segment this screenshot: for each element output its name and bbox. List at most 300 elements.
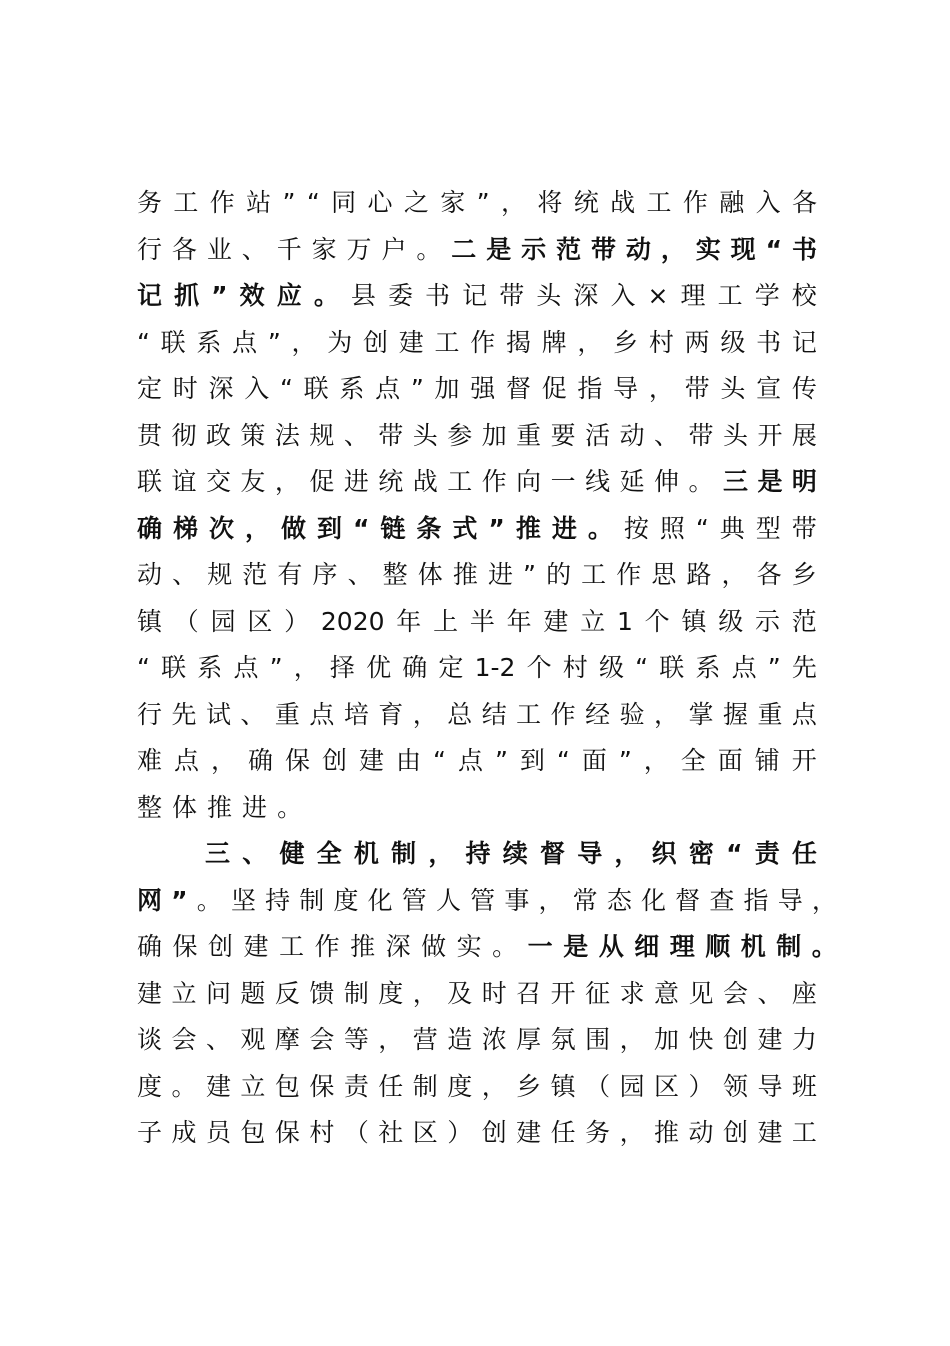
body-text: 重: [516, 421, 542, 450]
body-text: 时: [172, 374, 198, 403]
body-text: ，: [811, 886, 837, 915]
body-text: 会: [171, 1025, 197, 1054]
body-text: 将: [537, 188, 563, 217]
body-text: 推: [350, 932, 376, 961]
body-text: 重: [757, 700, 783, 729]
body-text: 实: [456, 932, 482, 961]
body-text: 区: [654, 1072, 680, 1101]
body-text: 子: [137, 1118, 163, 1147]
body-text: 传: [791, 374, 817, 403]
body-text: 度: [447, 1072, 473, 1101]
body-text: 成: [171, 1118, 197, 1147]
body-text: 重: [274, 700, 300, 729]
body-text: 包: [274, 1072, 300, 1101]
body-text: 试: [205, 700, 231, 729]
body-text: 书: [756, 328, 782, 357]
body-text: （: [173, 607, 199, 636]
body-text: 做: [421, 932, 447, 961]
body-text: 到: [519, 746, 545, 775]
body-text: 度: [333, 886, 359, 915]
body-text: 社: [378, 1118, 404, 1147]
text-line: [137, 648, 817, 688]
bold-text: “: [353, 514, 370, 543]
body-text: 乡: [516, 1072, 542, 1101]
bold-text: 督: [539, 839, 565, 868]
body-text: 建: [205, 1072, 231, 1101]
bold-text: 是: [486, 235, 512, 264]
body-text: 包: [240, 1118, 266, 1147]
body-text: 度: [137, 1072, 163, 1101]
body-text: 村: [562, 653, 588, 682]
body-text: “: [556, 746, 570, 775]
body-text: 线: [585, 467, 611, 496]
bold-text: 梯: [173, 514, 199, 543]
body-text: 之: [403, 188, 429, 217]
body-text: 作: [209, 188, 235, 217]
body-text: 、: [343, 421, 369, 450]
body-text: 事: [504, 886, 530, 915]
body-text: 政: [205, 421, 231, 450]
body-text: 规: [309, 421, 335, 450]
bold-text: ，: [428, 839, 454, 868]
body-text: 整: [137, 793, 173, 822]
body-text: ”: [523, 560, 536, 589]
body-text: 创: [363, 328, 389, 357]
body-text: ”: [282, 188, 296, 217]
text-line: [137, 183, 817, 223]
bold-text: 记: [137, 281, 163, 310]
text-line: [137, 602, 817, 642]
bold-text: 理: [669, 932, 695, 961]
bold-text: 范: [556, 235, 582, 264]
body-text: 保: [172, 932, 198, 961]
body-text: ，: [378, 1025, 404, 1054]
body-text: 书: [425, 281, 451, 310]
bold-text: 次: [209, 514, 235, 543]
body-text: 推: [207, 793, 243, 822]
body-text: 建: [757, 1025, 783, 1054]
body-text: 摩: [274, 1025, 300, 1054]
body-text: 先: [171, 700, 197, 729]
bold-text: ”: [211, 281, 228, 310]
body-text: 掌: [688, 700, 714, 729]
body-text: 系: [695, 653, 721, 682]
body-text: 作: [682, 188, 708, 217]
text-line: [137, 323, 817, 363]
body-text: 持: [265, 886, 291, 915]
bold-text: 式: [452, 514, 478, 543]
body-text: 带: [791, 514, 817, 543]
body-text: 制: [412, 1072, 438, 1101]
body-text: 系: [197, 653, 223, 682]
bold-text: 书: [791, 235, 817, 264]
body-text: 彻: [171, 421, 197, 450]
body-text: 整: [382, 560, 408, 589]
body-text: 开: [550, 979, 576, 1008]
body-text: 创: [208, 932, 234, 961]
body-text: 深: [208, 374, 234, 403]
body-text: 面: [717, 746, 743, 775]
bold-text: ”: [171, 886, 188, 915]
body-text: 任: [378, 1072, 404, 1101]
body-text: 铺: [754, 746, 780, 775]
bold-text: 导: [577, 839, 603, 868]
body-text: “: [306, 188, 320, 217]
bold-text: 确: [137, 514, 163, 543]
bold-text: 责: [754, 839, 780, 868]
bold-text: 网: [137, 886, 163, 915]
body-text: 。: [171, 1072, 197, 1101]
bold-text: 实: [695, 235, 721, 264]
body-text: 班: [791, 1072, 817, 1101]
text-line: [137, 741, 817, 781]
body-text: 2020: [320, 607, 385, 636]
body-text: 上: [433, 607, 459, 636]
body-text: ，: [619, 1118, 645, 1147]
body-text: 进: [487, 560, 513, 589]
body-text: 工: [516, 700, 542, 729]
body-text: ，: [654, 700, 680, 729]
body-text: 战: [412, 467, 438, 496]
body-text: 个: [526, 653, 552, 682]
body-text: 点: [232, 328, 258, 357]
bold-text: 。: [313, 281, 339, 310]
body-text: 态: [606, 886, 632, 915]
body-text: 友: [240, 467, 266, 496]
body-text: 观: [240, 1025, 266, 1054]
body-text: 按: [623, 514, 649, 543]
body-text: 先: [791, 653, 817, 682]
bold-text: 三: [722, 467, 748, 496]
body-text: 导: [613, 374, 639, 403]
body-text: 度: [378, 979, 404, 1008]
body-text: 区: [412, 1118, 438, 1147]
body-text: 入: [755, 188, 781, 217]
body-text: 。: [416, 235, 442, 264]
body-text: 加: [481, 421, 507, 450]
body-text: 确: [137, 932, 163, 961]
body-text: 同: [331, 188, 357, 217]
body-text: ”: [269, 653, 283, 682]
body-text: 时: [481, 979, 507, 1008]
body-text: 战: [610, 188, 636, 217]
body-text: ”: [410, 374, 424, 403]
body-text: 镇: [137, 607, 163, 636]
body-text: 思: [651, 560, 677, 589]
body-text: 联: [137, 467, 163, 496]
body-text: ，: [412, 979, 438, 1008]
body-text: 策: [240, 421, 266, 450]
bold-text: 健: [279, 839, 305, 868]
body-text: 开: [791, 746, 817, 775]
bold-text: 是: [757, 467, 783, 496]
body-text: 征: [585, 979, 611, 1008]
body-text: 作: [616, 560, 642, 589]
body-text: 系: [196, 328, 222, 357]
body-text: 导: [777, 886, 803, 915]
body-text: 统: [573, 188, 599, 217]
body-text: 千: [276, 235, 302, 264]
body-text: 县: [350, 281, 376, 310]
text-line: [137, 1113, 817, 1153]
body-text: 村: [648, 328, 674, 357]
bold-text: 条: [416, 514, 442, 543]
body-text: 面: [581, 746, 607, 775]
body-text: 难: [137, 746, 163, 775]
body-text: 及: [447, 979, 473, 1008]
body-text: 加: [654, 1025, 680, 1054]
bold-text: 示: [521, 235, 547, 264]
body-text: 深: [385, 932, 411, 961]
body-text: 园: [210, 607, 236, 636]
body-text: 开: [757, 421, 783, 450]
text-line: [205, 834, 817, 874]
body-text: ）: [688, 1072, 714, 1101]
bold-text: 做: [281, 514, 307, 543]
body-text: 带: [684, 374, 710, 403]
bold-text: 推: [515, 514, 541, 543]
body-text: 工: [279, 932, 305, 961]
body-text: 、: [241, 235, 267, 264]
body-text: 加: [434, 374, 460, 403]
body-text: 促: [309, 467, 335, 496]
body-text: 点: [457, 746, 483, 775]
body-text: 乡: [791, 560, 817, 589]
body-text: （: [585, 1072, 611, 1101]
body-text: 头: [720, 374, 746, 403]
bold-text: 是: [563, 932, 589, 961]
bold-text: 。: [811, 932, 837, 961]
body-text: ）: [284, 607, 310, 636]
body-text: ，: [648, 374, 674, 403]
body-text: 联: [160, 328, 186, 357]
body-text: 。: [688, 467, 714, 496]
body-text: 学: [754, 281, 780, 310]
body-text: ，: [721, 560, 747, 589]
body-text: 要: [550, 421, 576, 450]
body-text: 、: [240, 700, 266, 729]
body-text: 点: [375, 374, 401, 403]
body-text: 浓: [481, 1025, 507, 1054]
body-text: 建: [137, 979, 163, 1008]
body-text: ，: [538, 886, 564, 915]
bold-text: ”: [488, 514, 505, 543]
body-text: 保: [309, 1072, 335, 1101]
body-text: 育: [378, 700, 404, 729]
body-text: ”: [494, 746, 508, 775]
body-text: 定: [438, 653, 464, 682]
body-text: 站: [246, 188, 272, 217]
body-text: 管: [470, 886, 496, 915]
body-text: 作: [314, 932, 340, 961]
body-text: 作: [550, 700, 576, 729]
body-text: 个: [644, 607, 670, 636]
bold-text: 链: [380, 514, 406, 543]
body-text: 序: [312, 560, 338, 589]
body-text: 点: [791, 700, 817, 729]
body-text: 活: [585, 421, 611, 450]
body-text: ，: [619, 1025, 645, 1054]
bold-text: 进: [551, 514, 577, 543]
body-text: “: [137, 653, 150, 682]
text-line: [137, 695, 817, 735]
bold-text: “: [726, 839, 743, 868]
text-line: [137, 230, 817, 270]
body-text: 带: [378, 421, 404, 450]
body-text: 工: [447, 467, 473, 496]
body-text: 进: [343, 467, 369, 496]
bold-text: 顺: [705, 932, 731, 961]
body-text: 。: [492, 932, 518, 961]
body-text: 管: [401, 886, 427, 915]
bold-text: 织: [651, 839, 677, 868]
body-text: 向: [516, 467, 542, 496]
bold-text: 制: [391, 839, 417, 868]
text-line: [137, 974, 817, 1014]
body-text: ，: [412, 700, 438, 729]
body-text: 户: [381, 235, 407, 264]
bold-text: 明: [791, 467, 817, 496]
body-text: 定: [137, 374, 163, 403]
body-text: 指: [577, 374, 603, 403]
body-text: 头: [722, 421, 748, 450]
body-text: 优: [366, 653, 392, 682]
body-text: ，: [500, 188, 526, 217]
body-text: 牌: [541, 328, 567, 357]
body-text: 督: [675, 886, 701, 915]
body-text: 年: [396, 607, 422, 636]
body-text: 头: [412, 421, 438, 450]
body-text: 务: [137, 188, 163, 217]
body-text: 带: [688, 421, 714, 450]
body-text: ×: [647, 281, 669, 310]
body-text: 确: [248, 746, 274, 775]
body-text: 会: [722, 979, 748, 1008]
body-text: 级: [720, 328, 746, 357]
body-text: 行: [137, 235, 163, 264]
body-text: 统: [378, 467, 404, 496]
body-text: 点: [731, 653, 757, 682]
body-text: 头: [536, 281, 562, 310]
body-text: 制: [299, 886, 325, 915]
body-text: 级: [718, 607, 744, 636]
body-text: 年: [506, 607, 532, 636]
body-text: 建: [243, 932, 269, 961]
body-text: 经: [585, 700, 611, 729]
body-text: 常: [572, 886, 598, 915]
body-text: 展: [791, 421, 817, 450]
bold-text: “: [765, 235, 783, 264]
body-text: 、: [757, 979, 783, 1008]
body-text: 融: [719, 188, 745, 217]
body-text: 记: [791, 328, 817, 357]
body-text: 建: [359, 746, 385, 775]
body-text: 体: [172, 793, 208, 822]
body-text: 工: [717, 281, 743, 310]
body-text: 确: [402, 653, 428, 682]
body-text: 、: [654, 421, 680, 450]
bold-text: 任: [791, 839, 817, 868]
body-text: 动: [619, 421, 645, 450]
body-text: 万: [346, 235, 372, 264]
body-text: 由: [396, 746, 422, 775]
body-text: 领: [722, 1072, 748, 1101]
body-text: 意: [654, 979, 680, 1008]
body-text: 造: [447, 1025, 473, 1054]
text-line: [137, 509, 817, 549]
body-text: 行: [137, 700, 163, 729]
body-text: 1-2: [474, 653, 516, 682]
body-text: 择: [329, 653, 355, 682]
body-text: ，: [481, 1072, 507, 1101]
body-text: 、: [347, 560, 373, 589]
body-text: 等: [343, 1025, 369, 1054]
body-text: 立: [580, 607, 606, 636]
body-text: ，: [577, 328, 603, 357]
body-text: 工: [791, 1118, 817, 1147]
body-text: 范: [242, 560, 268, 589]
body-text: 创: [481, 1118, 507, 1147]
body-text: 1: [616, 607, 633, 636]
body-text: 围: [585, 1025, 611, 1054]
bold-text: 制: [776, 932, 802, 961]
body-text: 动: [688, 1118, 714, 1147]
bold-text: ，: [660, 235, 686, 264]
bold-text: 一: [527, 932, 553, 961]
body-text: 营: [412, 1025, 438, 1054]
body-text: 规: [207, 560, 233, 589]
body-text: 总: [447, 700, 473, 729]
bold-text: 应: [276, 281, 302, 310]
body-text: 点: [309, 700, 335, 729]
body-text: “: [433, 746, 446, 775]
body-text: 宣: [756, 374, 782, 403]
body-text: 半: [469, 607, 495, 636]
body-text: 路: [686, 560, 712, 589]
body-text: 指: [743, 886, 769, 915]
bold-text: 续: [502, 839, 528, 868]
body-text: 座: [791, 979, 817, 1008]
bold-text: 效: [239, 281, 265, 310]
body-text: 典: [719, 514, 745, 543]
bold-text: 从: [598, 932, 624, 961]
body-text: 示: [755, 607, 781, 636]
body-text: 坚: [230, 886, 256, 915]
body-text: 体: [417, 560, 443, 589]
body-text: 深: [573, 281, 599, 310]
bold-text: 机: [740, 932, 766, 961]
body-text: 责: [343, 1072, 369, 1101]
body-text: 问: [205, 979, 231, 1008]
body-text: 建: [543, 607, 569, 636]
body-text: 点: [174, 746, 200, 775]
body-text: 人: [435, 886, 461, 915]
text-line: [137, 788, 817, 828]
body-text: ，: [643, 746, 669, 775]
text-line: [137, 927, 837, 967]
body-text: 揭: [505, 328, 531, 357]
body-text: 村: [309, 1118, 335, 1147]
body-text: 会: [309, 1025, 335, 1054]
bold-text: 。: [587, 514, 613, 543]
body-text: 动: [137, 560, 163, 589]
body-text: “: [279, 374, 293, 403]
bold-text: 到: [317, 514, 343, 543]
body-text: 有: [277, 560, 303, 589]
body-text: 点: [233, 653, 259, 682]
text-line: [137, 416, 817, 456]
body-text: 校: [791, 281, 817, 310]
